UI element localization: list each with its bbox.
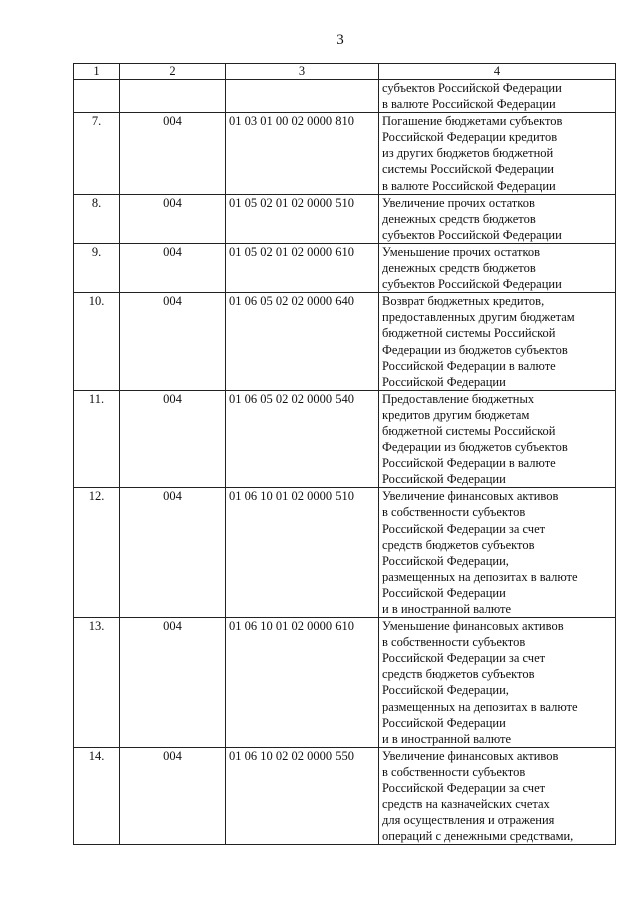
- row-description: Предоставление бюджетных кредитов другим бюджетам бюджетной системы Российской Федерации из бюджетов субъектов Российской Федерации в валюте Российской Федерации: [379, 390, 616, 488]
- budget-codes-table: [73, 63, 616, 845]
- admin-code: 004: [120, 113, 226, 194]
- row-number: 9.: [74, 243, 120, 292]
- table-row: [74, 243, 616, 292]
- admin-code: 004: [120, 488, 226, 618]
- table-row: [74, 747, 616, 845]
- row-description: Уменьшение прочих остатков денежных средств бюджетов субъектов Российской Федерации: [379, 243, 616, 292]
- row-description: Уменьшение финансовых активов в собственности субъектов Российской Федерации за счет средств бюджетов субъектов Российской Федерации, размещенных на депозитах в валюте Российской Федерации и в иностранной валюте: [379, 618, 616, 748]
- row-number: 10.: [74, 293, 120, 391]
- budget-classification-code: 01 06 10 01 02 0000 510: [226, 488, 379, 618]
- row-description: субъектов Российской Федерации в валюте Российской Федерации: [379, 80, 616, 113]
- budget-classification-code: 01 03 01 00 02 0000 810: [226, 113, 379, 194]
- table-row: [74, 618, 616, 748]
- row-description: Возврат бюджетных кредитов, предоставленных другим бюджетам бюджетной системы Российской Федерации из бюджетов субъектов Российской Федерации в валюте Российской Федерации: [379, 293, 616, 391]
- table-row: [74, 488, 616, 618]
- budget-classification-code: 01 05 02 01 02 0000 610: [226, 243, 379, 292]
- column-header-4: 4: [379, 64, 616, 80]
- admin-code: 004: [120, 293, 226, 391]
- table-row: [74, 80, 616, 113]
- row-number: 8.: [74, 194, 120, 243]
- budget-classification-code: 01 06 05 02 02 0000 640: [226, 293, 379, 391]
- budget-classification-code: 01 05 02 01 02 0000 510: [226, 194, 379, 243]
- admin-code: 004: [120, 618, 226, 748]
- row-number: 13.: [74, 618, 120, 748]
- admin-code: 004: [120, 747, 226, 845]
- budget-classification-code: 01 06 05 02 02 0000 540: [226, 390, 379, 488]
- column-header-3: 3: [226, 64, 379, 80]
- table-header-row: [74, 64, 616, 80]
- column-header-2: 2: [120, 64, 226, 80]
- admin-code: 004: [120, 194, 226, 243]
- admin-code: [120, 80, 226, 113]
- budget-classification-code: 01 06 10 02 02 0000 550: [226, 747, 379, 845]
- row-number: [74, 80, 120, 113]
- table-row: [74, 390, 616, 488]
- column-header-1: 1: [74, 64, 120, 80]
- budget-classification-code: [226, 80, 379, 113]
- row-description: Увеличение финансовых активов в собственности субъектов Российской Федерации за счет средств бюджетов субъектов Российской Федерации, размещенных на депозитах в валюте Российской Федерации и в иностранной валюте: [379, 488, 616, 618]
- row-description: Увеличение прочих остатков денежных средств бюджетов субъектов Российской Федерации: [379, 194, 616, 243]
- row-description: Увеличение финансовых активов в собственности субъектов Российской Федерации за счет средств на казначейских счетах для осуществления и отражения операций с денежными средствами,: [379, 747, 616, 845]
- admin-code: 004: [120, 243, 226, 292]
- table-row: [74, 293, 616, 391]
- table-row: [74, 194, 616, 243]
- budget-classification-code: 01 06 10 01 02 0000 610: [226, 618, 379, 748]
- table-row: [74, 113, 616, 194]
- row-description: Погашение бюджетами субъектов Российской Федерации кредитов из других бюджетов бюджетной системы Российской Федерации в валюте Российской Федерации: [379, 113, 616, 194]
- admin-code: 004: [120, 390, 226, 488]
- row-number: 12.: [74, 488, 120, 618]
- page-number: 3: [336, 32, 344, 48]
- row-number: 7.: [74, 113, 120, 194]
- row-number: 14.: [74, 747, 120, 845]
- row-number: 11.: [74, 390, 120, 488]
